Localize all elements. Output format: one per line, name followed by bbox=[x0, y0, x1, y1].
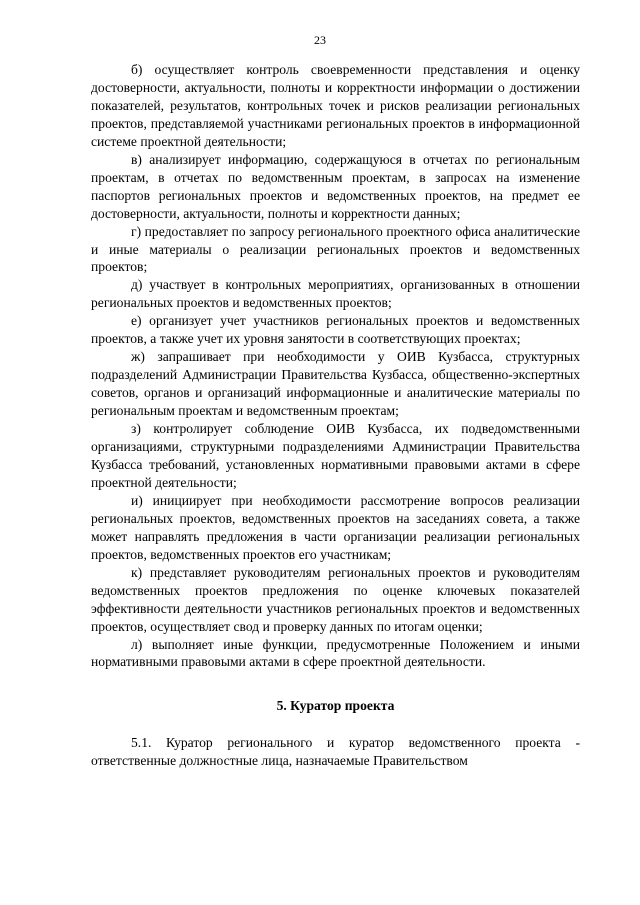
list-item-g: г) предоставляет по запросу регионального проектного офиса аналитические и иные материалы о реализации региональных проектов и ведомственных проектов; bbox=[91, 223, 580, 275]
list-item-l: л) выполняет иные функции, предусмотренные Положением и иными нормативными правовыми актами в сфере проектной деятельности. bbox=[91, 636, 580, 670]
list-item-i: и) инициирует при необходимости рассмотрение вопросов реализации региональных проектов, ведомственных проектов на заседаниях совета, а также может направлять предложения в части организации реализации региональных проектов, ведомственных проектов его участникам; bbox=[91, 492, 580, 562]
list-item-z: з) контролирует соблюдение ОИВ Кузбасса, их подведомственными организациями, структурными подразделениями Администрации Правительства Кузбасса требований, установленных нормативными правовыми актами в сфере проектной деятельности; bbox=[91, 421, 580, 490]
section-paragraph: 5.1. Куратор регионального и куратор ведомственного проекта - ответственные должностные лица, назначаемые Правительством bbox=[91, 735, 580, 769]
list-item-d: д) участвует в контрольных мероприятиях, организованных в отношении региональных проектов и ведомственных проектов; bbox=[91, 277, 580, 311]
list-item-zh: ж) запрашивает при необходимости у ОИВ Кузбасса, структурных подразделений Администрации Правительства Кузбасса, общественно-экспертных советов, органов и организаций информационные и аналитические материалы по региональным проектам и ведомственным проектам; bbox=[91, 349, 580, 419]
page-number: 23 bbox=[314, 33, 326, 47]
section-heading: 5. Куратор проекта bbox=[276, 698, 395, 714]
list-item-b: б) осуществляет контроль своевременности представления и оценку достоверности, актуальности, полноты и корректности информации о достижении показателей, результатов, контрольных точек и рисков реализации региональных проектов, представляемой участниками региональных проектов в информационной системе проектной деятельности; bbox=[91, 62, 580, 149]
document-body bbox=[91, 61, 580, 770]
list-item-v: в) анализирует информацию, содержащуюся в отчетах по региональным проектам, в отчетах по ведомственным проектам, в запросах на изменение паспортов региональных проектов и ведомственных проектов, на предмет ее достоверности, актуальности, полноты и корректности данных; bbox=[91, 151, 580, 221]
list-item-k: к) представляет руководителям региональных проектов и руководителям ведомственных проектов предложения по оценке ключевых показателей эффективности деятельности участников региональных проектов и ведомственных проектов, осуществляет свод и проверку данных по итогам оценки; bbox=[91, 564, 580, 634]
list-item-e: е) организует учет участников региональных проектов и ведомственных проектов, а также учет их уровня занятости в соответствующих проектах; bbox=[91, 313, 580, 347]
